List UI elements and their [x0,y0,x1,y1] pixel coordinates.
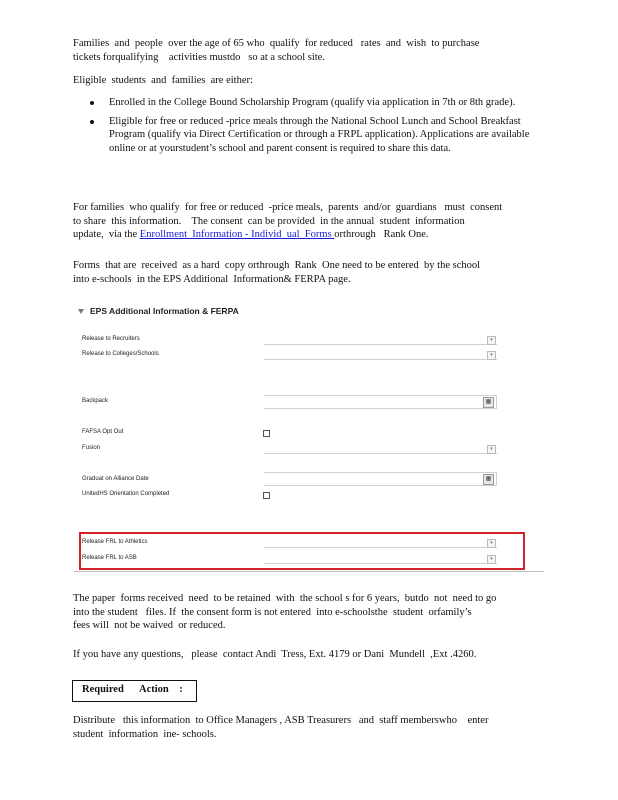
fusion-select[interactable] [264,444,497,454]
intro-paragraph: Families and people over the age of 65 who qualify for reduced rates and wish to purchase tickets forqualifying activities mustdo so at a school site. [73,38,480,63]
frl-asb-label: Release FRL to ASB [82,555,137,561]
backpack-label: Backpack [82,398,109,404]
calendar-icon[interactable]: ▦ [483,474,494,485]
enrollment-forms-link[interactable]: Enrollment Information - Individ ual Forms [139,229,335,240]
chevron-down-icon[interactable]: ▾ [487,351,496,360]
contact-paragraph: If you have any questions, please contact Andi Tress, Ext. 4179 or Dani Mundell ,Ext .4260. [73,649,477,660]
eligible-intro: Eligible students and families are either: [73,75,253,86]
chevron-down-icon[interactable]: ▾ [487,336,496,345]
orientation-checkbox[interactable] [263,492,270,499]
forms-paragraph: Forms that are received as a hard copy orthrough Rank One need to be entered by the school into e-schools in the EPS Additional Information& FERPA page. [73,260,481,285]
required-action-box [72,680,197,702]
panel-divider [74,571,544,572]
chevron-down-icon[interactable]: ▾ [487,445,496,454]
frl-athletics-label: Release FRL to Athletics [82,539,148,545]
backpack-date-field[interactable] [264,395,497,409]
distribute-paragraph: Distribute this information to Office Managers , ASB Treasurers and staff memberswho enter student information ine- schools. [73,715,489,740]
release-colleges-select[interactable] [264,350,497,360]
chevron-down-icon[interactable]: ▾ [487,555,496,564]
bullet-icon [90,101,94,105]
required-action-label: Required Action : [82,684,183,695]
orientation-label: UnitedHS Orientation Completed [82,491,170,497]
list-item: Enrolled in the College Bound Scholarship Program (qualify via application in 7th or 8th grade). [87,96,552,110]
section-header[interactable]: EPS Additional Information & FERPA [78,306,239,316]
bullet-icon [90,120,94,124]
retention-paragraph: The paper forms received need to be retained with the school s for 6 years, butdo not need to go into the student files. If the consent form is not entered into e-schoolsthe student orfamily’s fees will not be waived or reduced. [73,593,497,631]
release-recruiters-label: Release to Recruiters [82,336,140,342]
consent-paragraph: For families who qualify for free or reduced -price meals, parents and/or guardians must consent to share this information. The consent can be provided in the annual student information update, via the Enrollment Information - Individ ual Forms orthrough Rank One. [73,202,503,240]
collapse-triangle-icon[interactable] [78,309,84,314]
list-item: Eligible for free or reduced -price meals through the National School Lunch and School Breakfast Program (qualify via Direct Certification or through a FRPL application). Applications are available online or at yourstudent’s school and parent consent is required to share this data. [87,115,552,156]
fafsa-label: FAFSA Opt Out [82,429,124,435]
release-recruiters-select[interactable] [264,335,497,345]
graduation-alliance-label: Graduat on Alliance Date [82,476,149,482]
release-colleges-label: Release to Colleges/Schools [82,351,159,357]
eligibility-list [87,96,552,160]
frl-asb-select[interactable] [264,554,497,564]
fafsa-checkbox[interactable] [263,430,270,437]
ferpa-screenshot [74,300,544,572]
frl-athletics-select[interactable] [264,538,497,548]
chevron-down-icon[interactable]: ▾ [487,539,496,548]
graduation-alliance-date-field[interactable] [264,472,497,486]
fusion-label: Fusion [82,445,101,451]
calendar-icon[interactable]: ▦ [483,397,494,408]
